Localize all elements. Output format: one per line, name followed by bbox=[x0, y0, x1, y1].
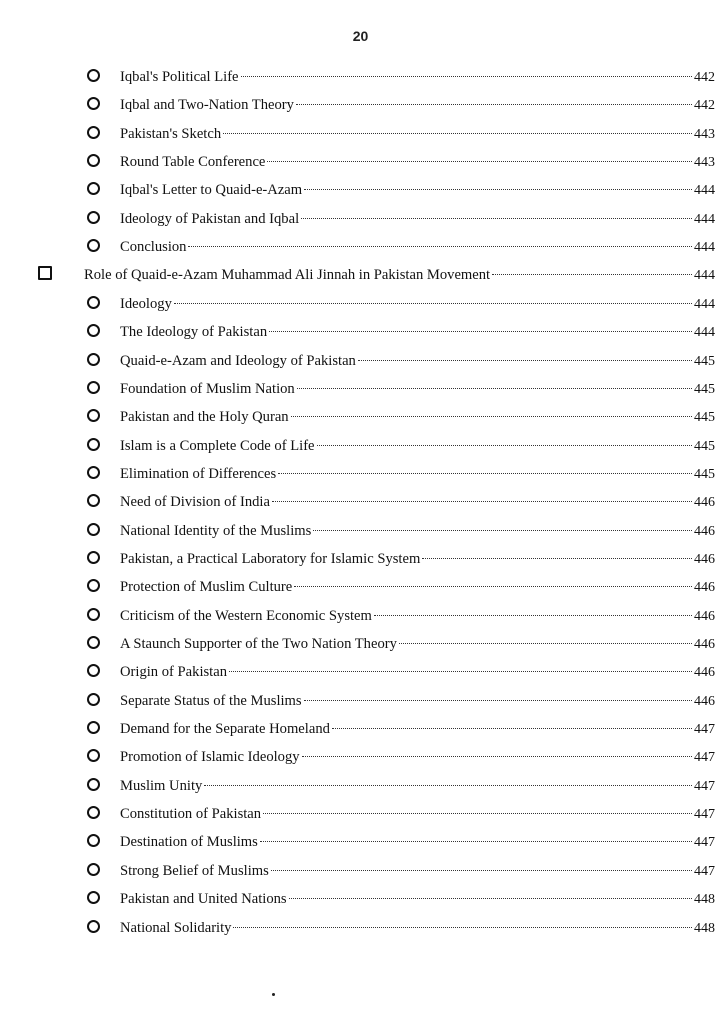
toc-entry bbox=[87, 886, 715, 912]
toc-entry-page: 446 bbox=[694, 495, 715, 511]
circle-bullet-icon bbox=[87, 69, 100, 82]
circle-bullet-icon bbox=[87, 579, 100, 592]
toc-entry-title: Iqbal and Two-Nation Theory bbox=[120, 97, 294, 114]
toc-entry bbox=[87, 92, 715, 118]
circle-bullet-icon bbox=[87, 778, 100, 791]
toc-entry-title: Elimination of Differences bbox=[120, 465, 277, 482]
circle-bullet-icon bbox=[87, 381, 100, 394]
toc-entry bbox=[87, 461, 715, 487]
circle-bullet-icon bbox=[87, 296, 100, 309]
dot-leader bbox=[492, 274, 692, 275]
toc-entry bbox=[87, 858, 715, 884]
toc-entry bbox=[87, 291, 715, 317]
toc-entry-page: 446 bbox=[694, 693, 715, 709]
toc-entry-page: 447 bbox=[694, 807, 715, 823]
circle-bullet-icon bbox=[87, 693, 100, 706]
toc-entry-title: Pakistan's Sketch bbox=[120, 125, 222, 142]
toc-entry bbox=[87, 433, 715, 459]
dot-leader bbox=[174, 303, 692, 304]
toc-entry-page: 445 bbox=[694, 438, 715, 454]
circle-bullet-icon bbox=[87, 523, 100, 536]
toc-entry-title: Iqbal's Political Life bbox=[120, 69, 239, 85]
dot-leader bbox=[304, 700, 692, 701]
toc-entry-title: Criticism of the Western Economic System bbox=[120, 607, 372, 624]
dot-leader bbox=[278, 473, 692, 474]
circle-bullet-icon bbox=[87, 608, 100, 621]
toc-entry-page: 444 bbox=[694, 296, 715, 312]
circle-bullet-icon bbox=[87, 409, 100, 422]
toc-entry-title: Role of Quaid-e-Azam Muhammad Ali Jinnah in Pakistan Movement bbox=[84, 267, 491, 284]
dot-leader bbox=[313, 530, 692, 531]
toc-entry-page: 445 bbox=[694, 466, 715, 482]
toc-entry-title: National Solidarity bbox=[120, 919, 232, 936]
toc-entry-page: 444 bbox=[694, 325, 715, 341]
toc-entry-title: Protection of Muslim Culture bbox=[120, 579, 293, 596]
dot-leader bbox=[204, 785, 692, 786]
toc-entry-title: Foundation of Muslim Nation bbox=[120, 380, 295, 397]
toc-entry bbox=[87, 234, 715, 260]
dot-leader bbox=[272, 501, 692, 502]
circle-bullet-icon bbox=[87, 466, 100, 479]
toc-entry-page: 447 bbox=[694, 722, 715, 738]
toc-entry bbox=[87, 773, 715, 799]
circle-bullet-icon bbox=[87, 182, 100, 195]
circle-bullet-icon bbox=[87, 721, 100, 734]
dot-leader bbox=[233, 927, 692, 928]
dot-leader bbox=[271, 870, 692, 871]
toc-entry bbox=[87, 546, 715, 572]
dot-leader bbox=[302, 756, 692, 757]
toc-entry-page: 446 bbox=[694, 637, 715, 652]
toc-entry-page: 444 bbox=[694, 183, 715, 199]
toc-entry-page: 447 bbox=[694, 863, 715, 879]
toc-entry-title: Demand for the Separate Homeland bbox=[120, 721, 330, 738]
toc-entry bbox=[87, 631, 715, 657]
toc-entry-page: 445 bbox=[694, 410, 715, 426]
toc-entry-page: 442 bbox=[694, 70, 715, 85]
toc-section-heading bbox=[38, 262, 715, 288]
toc-entry-title: Round Table Conference bbox=[120, 154, 266, 171]
toc-entry-title: The Ideology of Pakistan bbox=[120, 324, 268, 341]
toc-entry-page: 443 bbox=[694, 126, 715, 142]
circle-bullet-icon bbox=[87, 636, 100, 649]
dot-leader bbox=[296, 104, 692, 105]
toc-entry-title: Conclusion bbox=[120, 239, 187, 256]
toc-entry-title: Destination of Muslims bbox=[120, 834, 258, 851]
toc-entry-title: Constitution of Pakistan bbox=[120, 806, 262, 823]
toc-entry-title: Promotion of Islamic Ideology bbox=[120, 749, 300, 766]
toc-entry bbox=[87, 404, 715, 430]
dot-leader bbox=[422, 558, 692, 559]
dot-leader bbox=[294, 586, 692, 587]
circle-bullet-icon bbox=[87, 834, 100, 847]
dot-leader bbox=[289, 898, 692, 899]
toc-entry bbox=[87, 376, 715, 402]
toc-entry bbox=[87, 121, 715, 147]
toc-entry bbox=[87, 206, 715, 232]
circle-bullet-icon bbox=[87, 494, 100, 507]
toc-entry bbox=[87, 64, 715, 90]
circle-bullet-icon bbox=[87, 97, 100, 110]
dot-leader bbox=[358, 360, 692, 361]
toc-entry bbox=[87, 688, 715, 714]
toc-entry-page: 446 bbox=[694, 665, 715, 681]
print-speck bbox=[272, 993, 275, 996]
toc-entry-page: 447 bbox=[694, 835, 715, 851]
toc-entry bbox=[87, 489, 715, 515]
toc-entry-page: 446 bbox=[694, 551, 715, 567]
toc-entry bbox=[87, 829, 715, 855]
toc-entry-page: 444 bbox=[694, 211, 715, 227]
toc-entry-page: 448 bbox=[694, 920, 715, 936]
circle-bullet-icon bbox=[87, 438, 100, 451]
toc-entry-page: 448 bbox=[694, 892, 715, 908]
dot-leader bbox=[241, 76, 692, 77]
dot-leader bbox=[301, 218, 692, 219]
toc-entry-title: National Identity of the Muslims bbox=[120, 522, 312, 539]
dot-leader bbox=[229, 671, 692, 672]
circle-bullet-icon bbox=[87, 239, 100, 252]
dot-leader bbox=[317, 445, 692, 446]
dot-leader bbox=[223, 133, 692, 134]
toc-entry-title: Pakistan and United Nations bbox=[120, 891, 287, 908]
dot-leader bbox=[332, 728, 692, 729]
toc-entry bbox=[87, 915, 715, 941]
toc-entry-title: Strong Belief of Muslims bbox=[120, 862, 269, 879]
toc-entry bbox=[87, 319, 715, 345]
circle-bullet-icon bbox=[87, 126, 100, 139]
circle-bullet-icon bbox=[87, 863, 100, 876]
toc-entry-page: 446 bbox=[694, 523, 715, 539]
circle-bullet-icon bbox=[87, 211, 100, 224]
toc-entry-title: Ideology bbox=[120, 295, 172, 312]
toc-entry-title: Islam is a Complete Code of Life bbox=[120, 437, 315, 454]
toc-entry bbox=[87, 574, 715, 600]
toc-entry-title: Need of Division of India bbox=[120, 494, 270, 511]
toc-entry-title: Muslim Unity bbox=[120, 777, 203, 794]
toc-entry-page: 447 bbox=[694, 778, 715, 794]
dot-leader bbox=[267, 161, 692, 162]
toc-entry-title: Pakistan, a Practical Laboratory for Islamic System bbox=[120, 550, 421, 567]
square-bullet-icon bbox=[38, 266, 52, 280]
circle-bullet-icon bbox=[87, 920, 100, 933]
circle-bullet-icon bbox=[87, 891, 100, 904]
toc-entry bbox=[87, 177, 715, 203]
toc-entry-page: 445 bbox=[694, 381, 715, 397]
dot-leader bbox=[304, 189, 692, 190]
dot-leader bbox=[291, 416, 692, 417]
toc-entry-title: Pakistan and the Holy Quran bbox=[120, 409, 289, 426]
toc-entry-page: 446 bbox=[694, 608, 715, 624]
dot-leader bbox=[263, 813, 692, 814]
dot-leader bbox=[374, 615, 692, 616]
circle-bullet-icon bbox=[87, 324, 100, 337]
toc-entry bbox=[87, 603, 715, 629]
dot-leader bbox=[188, 246, 692, 247]
circle-bullet-icon bbox=[87, 664, 100, 677]
toc-entry bbox=[87, 348, 715, 374]
toc-entry bbox=[87, 149, 715, 175]
toc-entry bbox=[87, 659, 715, 685]
dot-leader bbox=[260, 841, 692, 842]
dot-leader bbox=[297, 388, 692, 389]
toc-entry bbox=[87, 716, 715, 742]
toc-entry-page: 443 bbox=[694, 155, 715, 171]
toc-entry-title: A Staunch Supporter of the Two Nation Theory bbox=[120, 636, 397, 652]
toc-entry-title: Quaid-e-Azam and Ideology of Pakistan bbox=[120, 352, 356, 369]
circle-bullet-icon bbox=[87, 551, 100, 564]
toc-entry-title: Iqbal's Letter to Quaid-e-Azam bbox=[120, 182, 303, 199]
dot-leader bbox=[269, 331, 692, 332]
toc-entry-page: 444 bbox=[694, 240, 715, 256]
toc-entry-page: 445 bbox=[694, 353, 715, 369]
toc-entry-page: 447 bbox=[694, 750, 715, 766]
toc-entry-title: Separate Status of the Muslims bbox=[120, 692, 302, 709]
toc-entry bbox=[87, 518, 715, 544]
toc-entry-title: Origin of Pakistan bbox=[120, 664, 228, 681]
toc-entry-page: 442 bbox=[694, 98, 715, 114]
toc-entry-page: 446 bbox=[694, 580, 715, 596]
toc-entry-title: Ideology of Pakistan and Iqbal bbox=[120, 210, 300, 227]
circle-bullet-icon bbox=[87, 749, 100, 762]
toc-entry-page: 444 bbox=[694, 268, 715, 284]
circle-bullet-icon bbox=[87, 353, 100, 366]
page-number: 20 bbox=[352, 28, 369, 44]
circle-bullet-icon bbox=[87, 154, 100, 167]
toc-entry bbox=[87, 744, 715, 770]
toc-entry bbox=[87, 801, 715, 827]
dot-leader bbox=[399, 643, 692, 644]
circle-bullet-icon bbox=[87, 806, 100, 819]
